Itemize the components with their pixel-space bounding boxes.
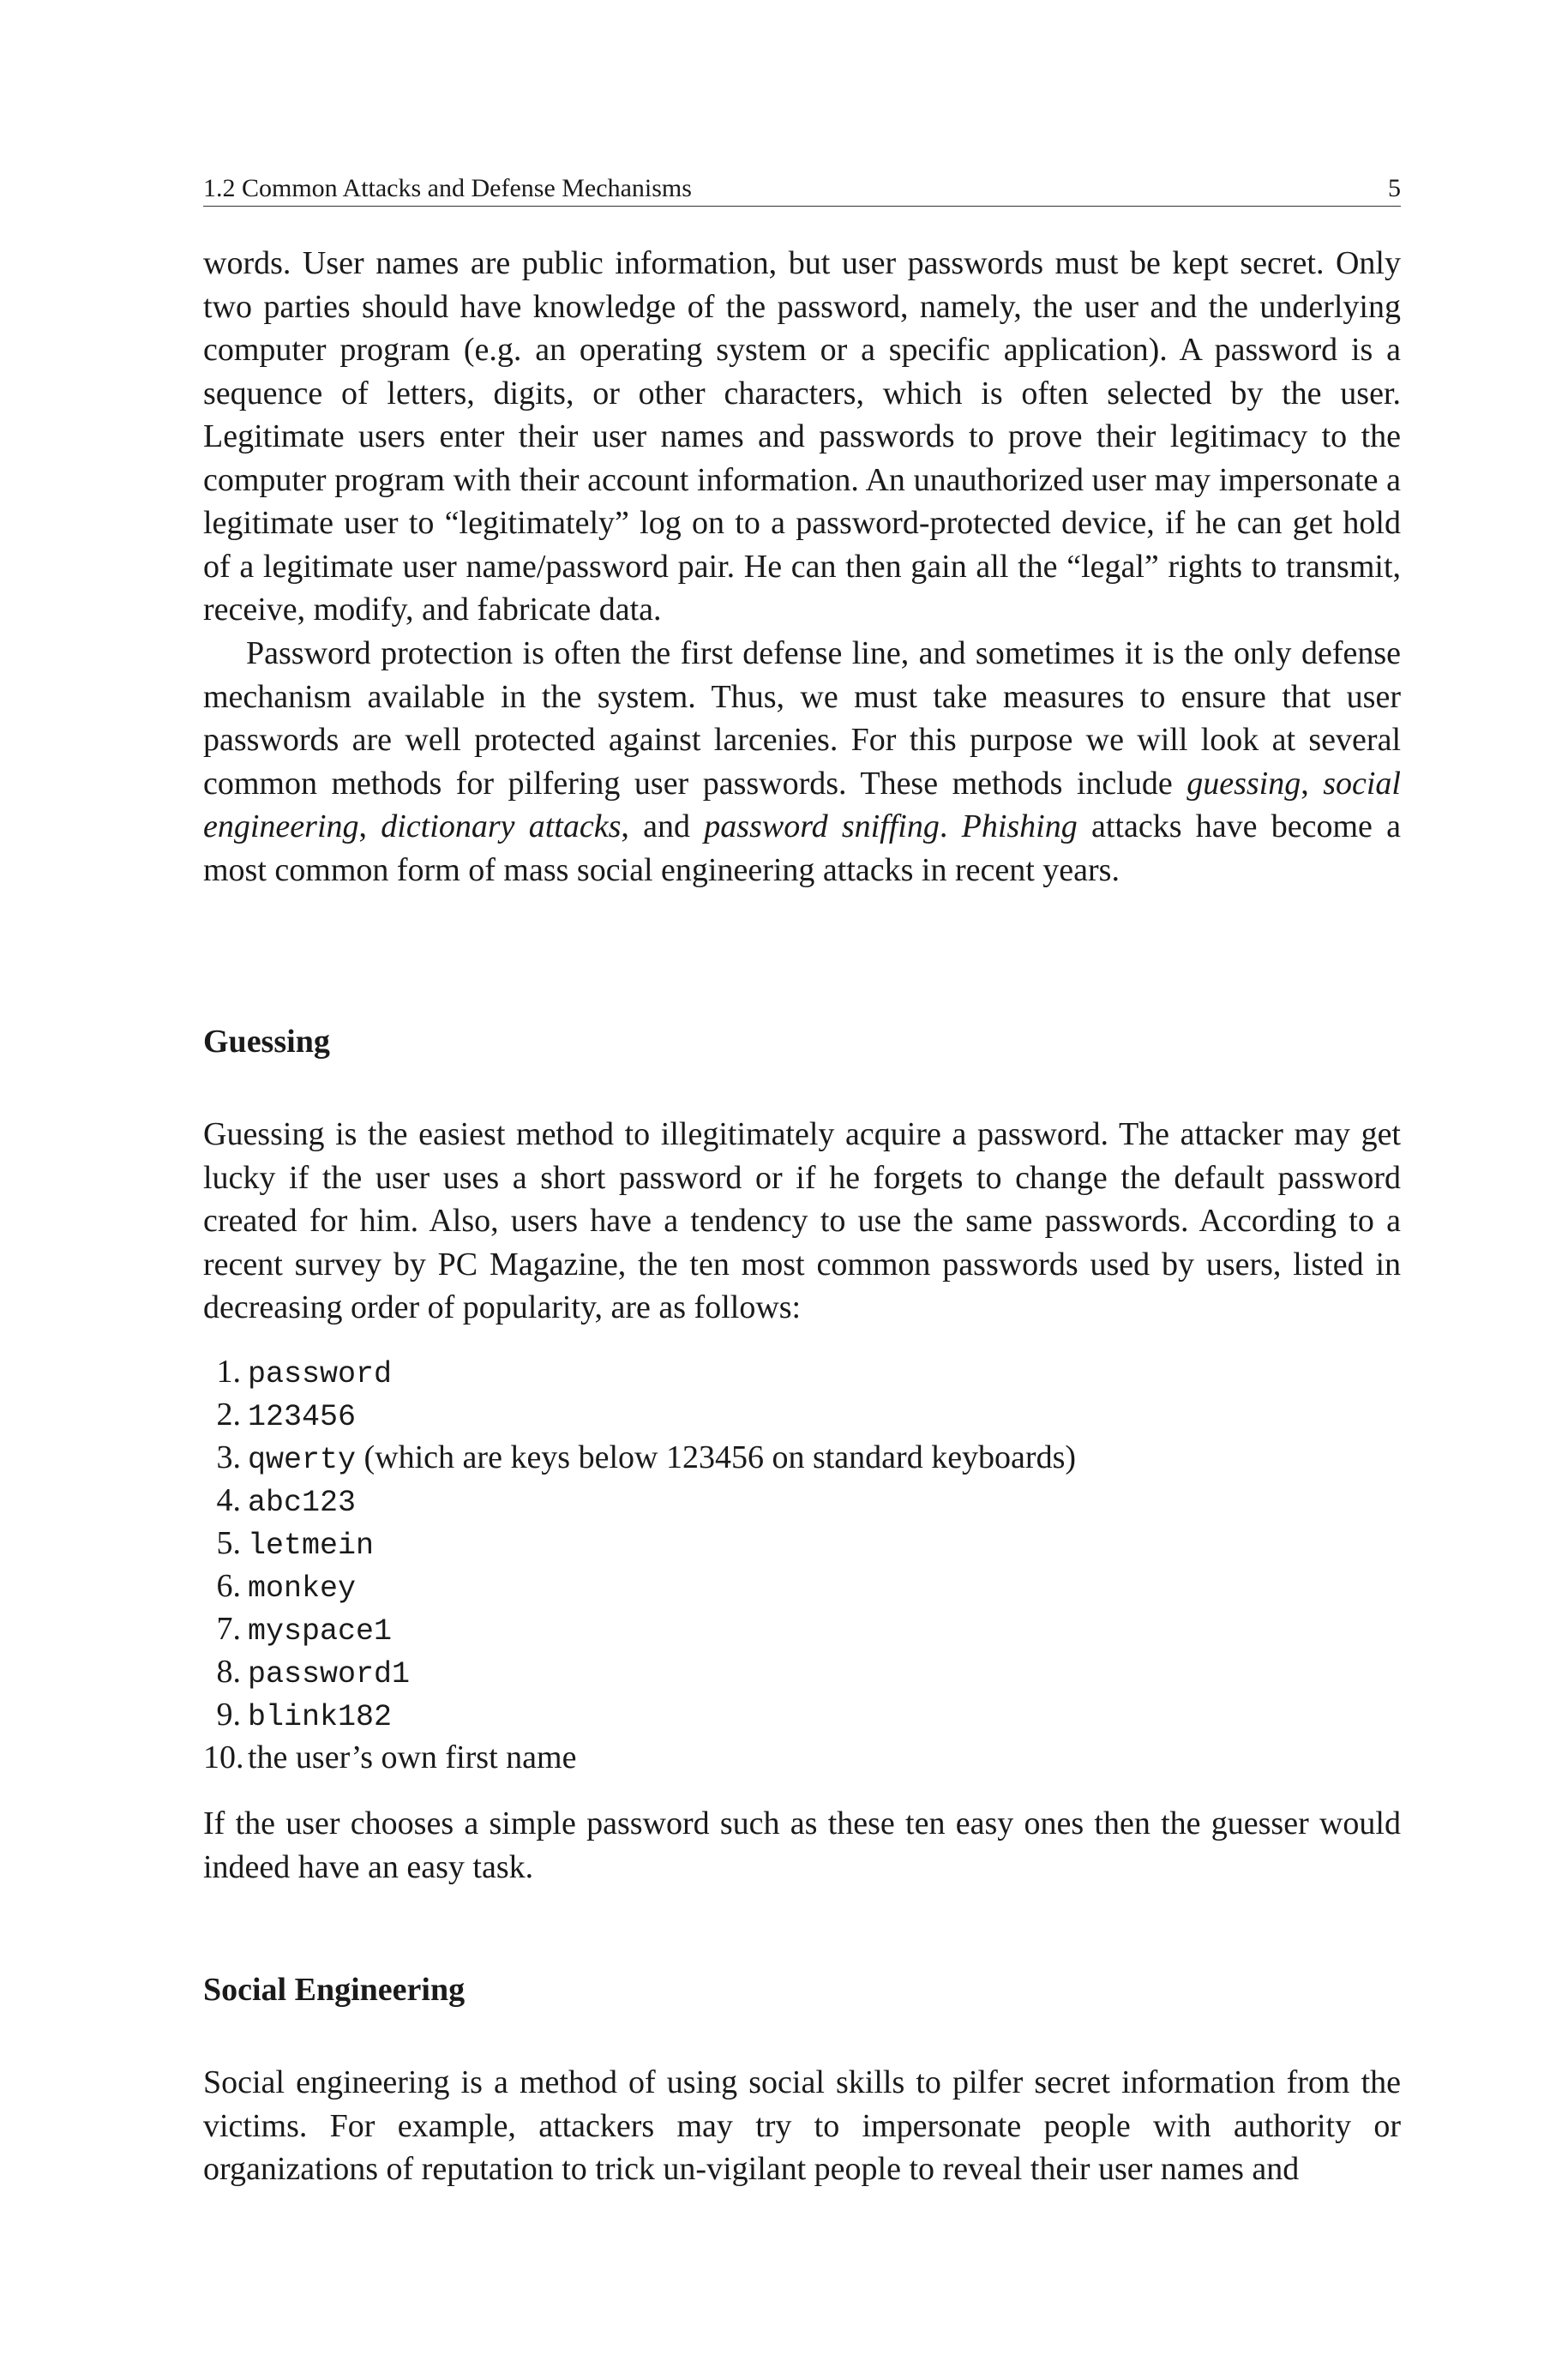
common-passwords-list — [203, 1350, 1401, 1779]
term-password-sniffing: password sniffing — [704, 808, 940, 844]
list-number: 2. — [216, 1397, 241, 1433]
list-item — [203, 1693, 1401, 1736]
list-item — [203, 1736, 1401, 1779]
list-number: 1. — [216, 1354, 241, 1390]
list-item — [203, 1650, 1401, 1693]
list-item — [203, 1607, 1401, 1650]
term-guessing: guessing — [1187, 765, 1301, 802]
password-code: password — [248, 1357, 393, 1391]
separator: . — [939, 808, 962, 844]
list-item — [203, 1350, 1401, 1393]
page-number: 5 — [1388, 174, 1401, 202]
list-item — [203, 1393, 1401, 1436]
intro-paragraph-2 — [203, 632, 1401, 892]
list-number: 6. — [216, 1568, 241, 1604]
separator: , and — [621, 808, 705, 844]
list-number: 10. — [203, 1739, 244, 1775]
password-code: password1 — [248, 1657, 411, 1691]
list-number: 8. — [216, 1654, 241, 1690]
password-code: myspace1 — [248, 1614, 393, 1649]
heading-guessing: Guessing — [203, 1024, 330, 1060]
paragraph-text: attacks have become a most common form of mass social engineering attacks in recent years. — [203, 808, 1402, 888]
list-number: 3. — [216, 1439, 241, 1475]
list-item — [203, 1522, 1401, 1565]
paragraph-text: Password protection is often the first defense line, and sometimes it is the only defense mechanism available in the system. Thus, we must take measures to ensure that user passwords are well protected against larcenies. For this purpose we will look at several common methods for pilfering user passwords. These methods include — [203, 635, 1401, 802]
running-header — [203, 171, 1401, 207]
intro-paragraph-1: words. User names are public information, but user passwords must be kept secret. Only two parties should have knowledge of the password, namely, the user and the underlying computer program (e.g. an operating system or a specific application). A password is a sequence of letters, digits, or other characters, which is often selected by the user. Legitimate users enter their user names and passwords to prove their legitimacy to the computer program with their account information. An unauthorized user may impersonate a legitimate user to “legitimately” log on to a password-protected device, if he can get hold of a legitimate user name/password pair. He can then gain all the “legal” rights to transmit, receive, modify, and fabricate data. — [203, 245, 1401, 628]
password-code: abc123 — [248, 1486, 357, 1520]
list-text: (which are keys below 123456 on standard keyboards) — [356, 1439, 1077, 1475]
password-code: blink182 — [248, 1700, 393, 1734]
password-code: letmein — [248, 1529, 375, 1563]
password-code: monkey — [248, 1571, 357, 1606]
password-code: 123456 — [248, 1400, 357, 1434]
term-social-engineering: social engineering — [203, 765, 1401, 844]
separator: , — [358, 808, 381, 844]
term-dictionary-attacks: dictionary attacks — [381, 808, 622, 844]
list-number: 7. — [216, 1611, 241, 1647]
list-number: 5. — [216, 1525, 241, 1561]
separator: , — [1301, 765, 1324, 802]
list-item — [203, 1565, 1401, 1607]
guessing-paragraph-1: Guessing is the easiest method to illegitimately acquire a password. The attacker may get lucky if the user uses a short password or if he forgets to change the default password created for him. Also, users have a tendency to use the same passwords. According to a recent survey by PC Magazine, the ten most common passwords used by users, listed in decreasing order of popularity, are as follows: — [203, 1116, 1401, 1325]
password-code: qwerty — [248, 1443, 357, 1477]
list-item — [203, 1479, 1401, 1522]
list-item — [203, 1436, 1401, 1479]
social-paragraph-1: Social engineering is a method of using social skills to pilfer secret information from the victims. For example, attackers may try to impersonate people with authority or organizations of reputation to trick un-vigilant people to reveal their user names and — [203, 2064, 1401, 2187]
heading-social-engineering: Social Engineering — [203, 1972, 466, 2008]
list-text: the user’s own first name — [248, 1739, 577, 1775]
term-phishing: Phishing — [961, 808, 1078, 844]
guessing-paragraph-2: If the user chooses a simple password such as these ten easy ones then the guesser would indeed have an easy task. — [203, 1805, 1401, 1885]
list-number: 9. — [216, 1697, 241, 1733]
list-number: 4. — [216, 1482, 241, 1518]
section-title: 1.2 Common Attacks and Defense Mechanisms — [203, 174, 692, 202]
